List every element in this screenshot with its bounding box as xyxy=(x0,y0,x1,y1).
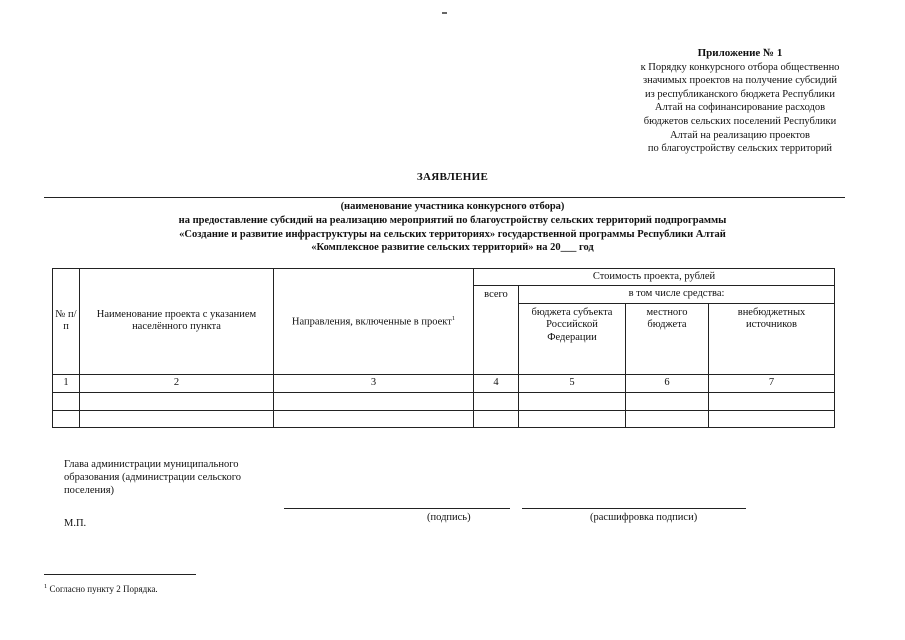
table-cell[interactable] xyxy=(274,393,474,410)
header-local-budget-label: местного бюджета xyxy=(646,306,688,331)
appendix-line: из республиканского бюджета Республики xyxy=(645,88,835,100)
purpose-line: «Комплексное развитие сельских территорий» на 20___ год xyxy=(311,242,594,253)
col-number: 1 xyxy=(53,374,80,392)
footnote-ref: 1 xyxy=(451,315,456,323)
header-subject-budget-label: бюджета субъекта Российской Федерации xyxy=(531,306,613,343)
document-title: ЗАЯВЛЕНИЕ xyxy=(416,171,489,183)
footnote-text: Согласно пункту 2 Порядка. xyxy=(49,584,158,594)
participant-name-line xyxy=(44,197,845,198)
table-cell[interactable] xyxy=(474,410,519,427)
table-cell[interactable] xyxy=(53,393,80,410)
table-cell[interactable] xyxy=(53,410,80,427)
table-row-numbers xyxy=(53,374,835,392)
header-total xyxy=(474,286,519,375)
projects-table xyxy=(52,268,835,428)
footnote xyxy=(44,583,158,594)
table-cell[interactable] xyxy=(709,393,835,410)
col-number: 7 xyxy=(709,374,835,392)
appendix-line: бюджетов сельских поселений Республики xyxy=(643,115,837,127)
appendix-line: Алтай на реализацию проектов xyxy=(669,129,811,141)
table-cell[interactable] xyxy=(80,393,274,410)
signature-caption: (подпись) xyxy=(427,512,471,523)
footnote-mark: 1 xyxy=(44,583,48,590)
purpose-text xyxy=(0,214,905,255)
table-cell[interactable] xyxy=(626,410,709,427)
purpose-line: на предоставление субсидий на реализацию мероприятий по благоустройству сельских территорий подпрограммы xyxy=(178,215,727,226)
header-directions xyxy=(274,269,474,375)
table-cell[interactable] xyxy=(519,393,626,410)
header-num xyxy=(53,269,80,375)
decode-caption: (расшифровка подписи) xyxy=(590,512,698,523)
header-including-label: в том числе средства: xyxy=(628,288,725,300)
col-number: 3 xyxy=(274,374,474,392)
official-title: Глава администрации муниципального образования (администрации сельского поселения) xyxy=(64,459,242,496)
table-cell[interactable] xyxy=(626,393,709,410)
appendix-block xyxy=(590,47,890,156)
participant-caption: (наименование участника конкурсного отбора) xyxy=(340,201,565,212)
signature-line xyxy=(284,508,510,509)
table-row xyxy=(53,393,835,410)
header-extra-budget xyxy=(709,303,835,374)
table-row xyxy=(53,410,835,427)
table-cell[interactable] xyxy=(80,410,274,427)
appendix-line: к Порядку конкурсного отбора общественно xyxy=(640,61,840,73)
header-num-label: № п/п xyxy=(55,308,77,333)
header-directions-label: Направления, включенные в проект xyxy=(291,316,452,328)
header-local-budget xyxy=(626,303,709,374)
table-cell[interactable] xyxy=(274,410,474,427)
col-number: 5 xyxy=(519,374,626,392)
decode-line xyxy=(522,508,746,509)
stamp-label: М.П. xyxy=(64,518,87,529)
appendix-line: Алтай на софинансирование расходов xyxy=(654,102,826,114)
appendix-heading: Приложение № 1 xyxy=(697,47,783,59)
appendix-line: по благоустройству сельских территорий xyxy=(647,143,833,155)
header-cost xyxy=(474,269,835,286)
table-cell[interactable] xyxy=(474,393,519,410)
col-number: 4 xyxy=(474,374,519,392)
appendix-line: значимых проектов на получение субсидий xyxy=(642,75,838,87)
header-including xyxy=(519,286,835,303)
col-number: 2 xyxy=(80,374,274,392)
header-total-label: всего xyxy=(484,289,508,301)
header-subject-budget xyxy=(519,303,626,374)
header-extra-budget-label: внебюджетных источников xyxy=(737,306,806,331)
header-project-name xyxy=(80,269,274,375)
col-number: 6 xyxy=(626,374,709,392)
purpose-line: «Создание и развитие инфраструктуры на сельских территориях» государственной программы Республики Алтай xyxy=(179,228,726,240)
table-cell[interactable] xyxy=(519,410,626,427)
scan-mark xyxy=(442,12,447,14)
header-cost-label: Стоимость проекта, рублей xyxy=(592,270,716,282)
header-project-name-label: Наименование проекта с указанием населённого пункта xyxy=(96,308,257,333)
footnote-separator xyxy=(44,574,196,575)
table-cell[interactable] xyxy=(709,410,835,427)
